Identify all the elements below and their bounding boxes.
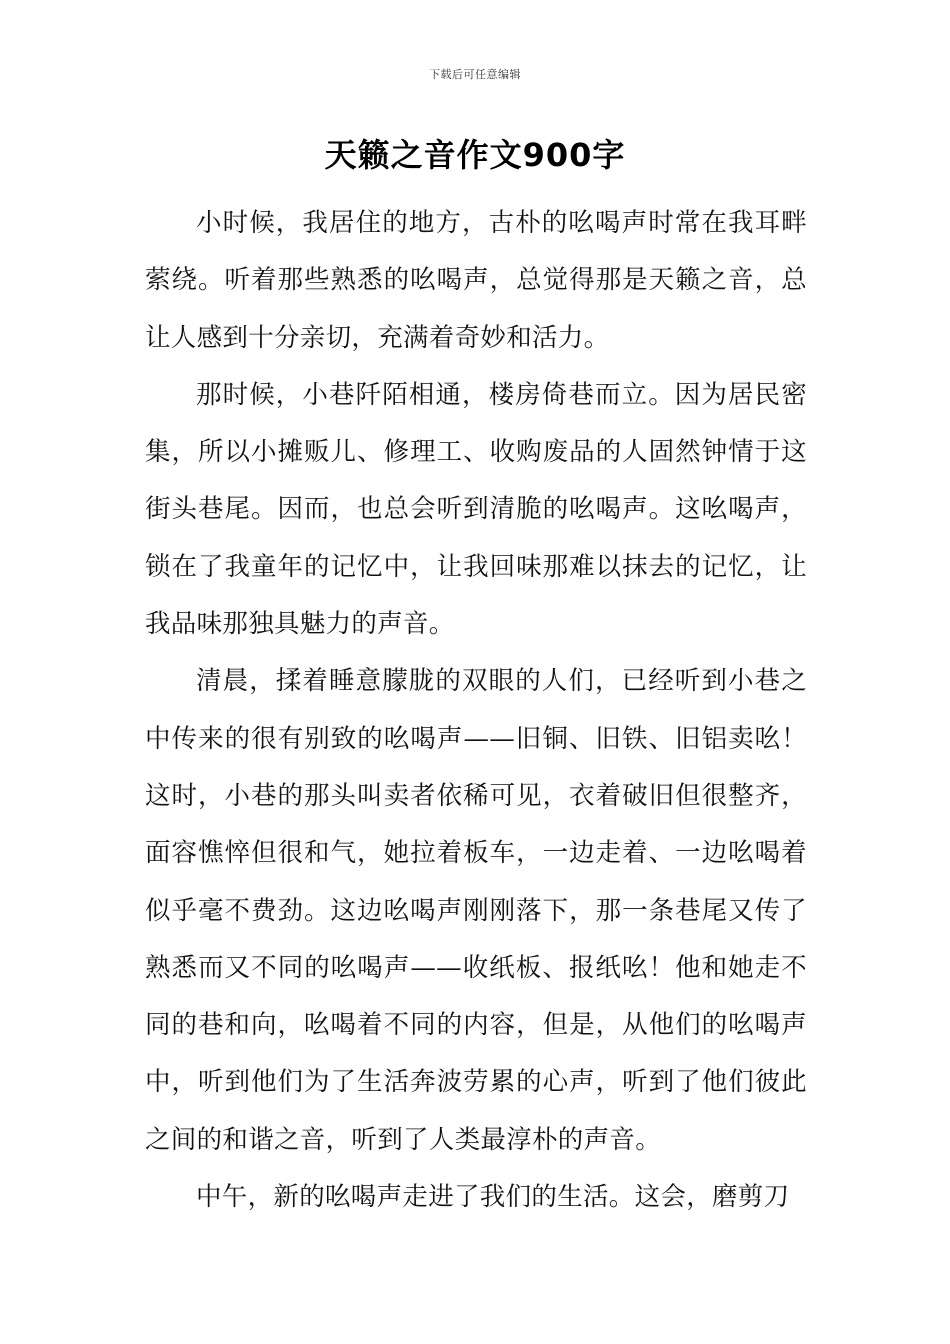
paragraph-3: 清晨，揉着睡意朦胧的双眼的人们，已经听到小巷之中传来的很有别致的吆喝声——旧铜、旧铁、旧铝卖吆！这时，小巷的那头叫卖者依稀可见，衣着破旧但很整齐，面容憔悴但很和气，她拉着板车，一边走着、一边吆喝着似乎毫不费劲。这边吆喝声刚刚落下，那一条巷尾又传了熟悉而又不同的吆喝声——收纸板、报纸吆！他和她走不同的巷和向，吆喝着不同的内容，但是，从他们的吆喝声中，听到他们为了生活奔波劳累的心声，听到了他们彼此之间的和谐之音，听到了人类最淳朴的声音。 [145, 666, 807, 1155]
body-text [145, 195, 807, 1226]
paragraph-2: 那时候，小巷阡陌相通，楼房倚巷而立。因为居民密集，所以小摊贩儿、修理工、收购废品的人固然钟情于这街头巷尾。因而，也总会听到清脆的吆喝声。这吆喝声，锁在了我童年的记忆中，让我回味那难以抹去的记忆，让我品味那独具魅力的声音。 [145, 379, 807, 640]
paragraph-4: 中午，新的吆喝声走进了我们的生活。这会，磨剪刀 [196, 1182, 790, 1213]
page-title: 天籁之音作文900字 [324, 136, 626, 174]
header-note: 下载后可任意编辑 [429, 68, 521, 81]
paragraph-1: 小时候，我居住的地方，古朴的吆喝声时常在我耳畔萦绕。听着那些熟悉的吆喝声，总觉得那是天籁之音，总让人感到十分亲切，充满着奇妙和活力。 [145, 208, 807, 353]
